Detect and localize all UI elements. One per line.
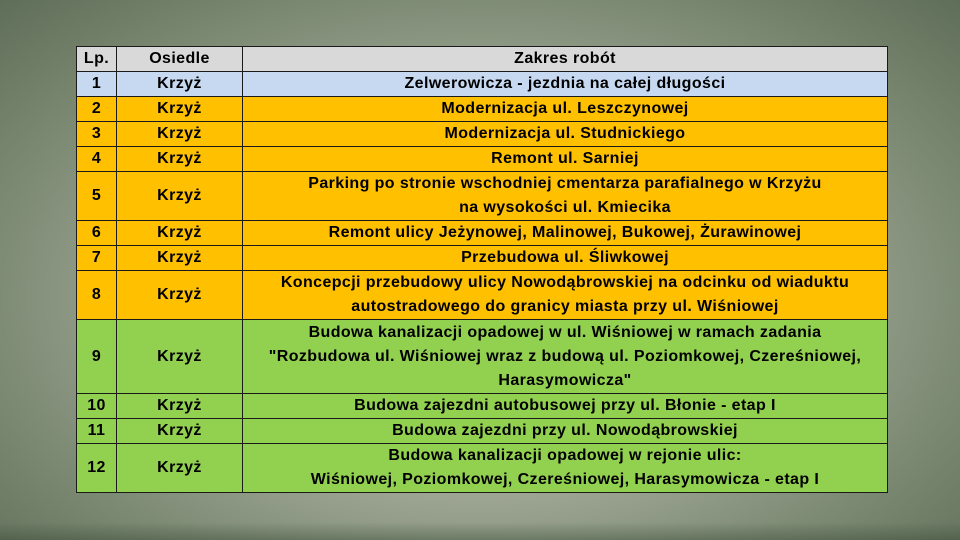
row-zakres [243,147,888,172]
table-row [77,97,888,122]
zakres-line: Budowa zajezdni autobusowej przy ul. Błonie - etap I [354,397,776,414]
table-row [77,419,888,444]
row-lp: 11 [77,419,117,444]
row-osiedle: Krzyż [117,122,243,147]
row-lp: 3 [77,122,117,147]
table-row [77,444,888,493]
row-zakres [243,172,888,221]
row-lp: 2 [77,97,117,122]
table-row [77,147,888,172]
row-osiedle: Krzyż [117,271,243,320]
row-osiedle: Krzyż [117,147,243,172]
table-row [77,246,888,271]
zakres-line: Budowa kanalizacji opadowej w ul. Wiśniowej w ramach zadania [308,323,822,341]
row-zakres [243,320,888,394]
zakres-line: Parking po stronie wschodniej cmentarza parafialnego w Krzyżu [308,175,822,192]
row-osiedle: Krzyż [117,221,243,246]
row-lp: 4 [77,147,117,172]
row-zakres [243,419,888,444]
row-lp: 12 [77,444,117,493]
row-osiedle: Krzyż [117,246,243,271]
zakres-line: Harasymowicza" [498,371,632,389]
row-lp: 5 [77,172,117,221]
zakres-line: Wiśniowej, Poziomkowej, Czereśniowej, Harasymowicza - etap I [310,471,820,488]
table-header-row [77,47,888,72]
row-lp: 8 [77,271,117,320]
table-row [77,172,888,221]
row-osiedle: Krzyż [117,172,243,221]
works-table [76,46,888,493]
zakres-line: Koncepcji przebudowy ulicy Nowodąbrowskiej na odcinku od wiaduktu [280,274,850,291]
table-row [77,122,888,147]
table-row [77,320,888,394]
table-row [77,72,888,97]
zakres-line: Remont ulicy Jeżynowej, Malinowej, Bukowej, Żurawinowej [328,224,802,241]
row-zakres [243,221,888,246]
zakres-line: Remont ul. Sarniej [491,150,639,167]
zakres-line: "Rozbudowa ul. Wiśniowej wraz z budową ul. Poziomkowej, Czereśniowej, [268,347,862,365]
row-zakres [243,122,888,147]
header-zakres: Zakres robót [243,47,888,72]
row-zakres [243,72,888,97]
row-zakres [243,444,888,493]
zakres-line: Budowa zajezdni przy ul. Nowodąbrowskiej [392,422,738,439]
row-lp: 10 [77,394,117,419]
zakres-line: Zelwerowicza - jezdnia na całej długości [404,75,726,92]
row-zakres [243,97,888,122]
row-lp: 9 [77,320,117,394]
slide-background-edge [0,522,960,540]
header-lp: Lp. [77,47,117,72]
zakres-line: autostradowego do granicy miasta przy ul. Wiśniowej [351,298,779,315]
row-lp: 7 [77,246,117,271]
zakres-line: Budowa kanalizacji opadowej w rejonie ulic: [388,447,742,464]
row-lp: 1 [77,72,117,97]
row-osiedle: Krzyż [117,97,243,122]
table-row [77,271,888,320]
zakres-line: Modernizacja ul. Leszczynowej [441,100,689,117]
row-zakres [243,246,888,271]
row-osiedle: Krzyż [117,320,243,394]
row-osiedle: Krzyż [117,419,243,444]
zakres-line: na wysokości ul. Kmiecika [459,199,671,216]
row-zakres [243,394,888,419]
table-row [77,394,888,419]
zakres-line: Modernizacja ul. Studnickiego [444,125,686,142]
row-osiedle: Krzyż [117,394,243,419]
row-osiedle: Krzyż [117,72,243,97]
row-zakres [243,271,888,320]
zakres-line: Przebudowa ul. Śliwkowej [461,249,669,266]
row-osiedle: Krzyż [117,444,243,493]
table-row [77,221,888,246]
header-osiedle: Osiedle [117,47,243,72]
row-lp: 6 [77,221,117,246]
